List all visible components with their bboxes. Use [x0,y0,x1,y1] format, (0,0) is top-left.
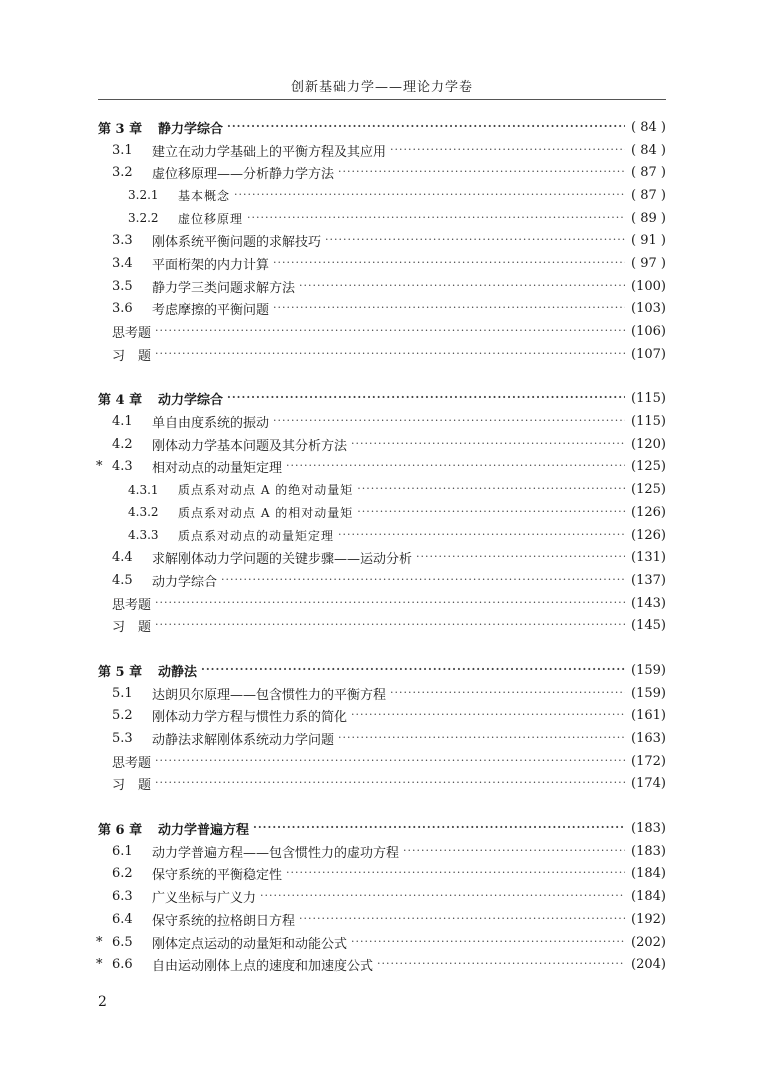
toc-number: 第 5 章 [98,664,143,680]
toc-section-row[interactable] [98,546,666,569]
dot-leader [253,821,625,834]
dot-leader [260,889,625,902]
dot-leader [351,708,625,721]
dot-leader [286,866,625,879]
dot-leader [273,256,625,269]
toc-page-number: ( 87 ) [631,187,666,203]
toc-number: 6.5 [112,934,133,950]
toc-page-number: (107) [631,346,666,362]
toc-section-row[interactable] [98,863,666,886]
toc-number: 4.3 [112,459,133,475]
toc-number: 4.3.3 [128,528,159,543]
toc-number: 4.3.1 [128,482,159,497]
toc-section-row[interactable] [98,410,666,433]
toc-title: 广义坐标与广义力 [152,891,257,907]
dot-leader [273,301,625,314]
dot-leader [234,188,625,201]
toc-section-row[interactable] [98,953,666,976]
dot-leader [155,618,625,631]
toc-misc-row[interactable] [98,750,666,773]
dot-leader [325,233,625,246]
toc-title: 刚体动力学基本问题及其分析方法 [152,438,348,454]
toc-misc-row[interactable] [98,614,666,637]
toc-title: 质点系对动点的动量矩定理 [178,528,335,543]
dot-leader [155,324,625,337]
toc-section-row[interactable] [98,433,666,456]
toc-title: 达朗贝尔原理——包含惯性力的平衡方程 [152,687,387,703]
toc-title: 动力学综合 [158,393,224,409]
toc-title: 动力学普遍方程——包含惯性力的虚功方程 [152,845,400,861]
toc-chapter-row[interactable] [98,116,666,139]
dot-leader [351,437,625,450]
dot-leader [286,459,625,472]
dot-leader [227,120,625,133]
toc-title: 质点系对动点 A 的相对动量矩 [178,505,354,520]
toc-section-row[interactable] [98,275,666,298]
toc-chapter-row[interactable] [98,817,666,840]
toc-chapter-row[interactable] [98,388,666,411]
toc-number: 3.2.1 [128,188,159,203]
toc-title: 刚体定点运动的动量矩和动能公式 [152,936,348,952]
optional-marker: * [96,459,103,475]
toc-title: 自由运动刚体上点的速度和加速度公式 [152,959,374,975]
toc-title: 考虑摩擦的平衡问题 [152,303,270,319]
toc-title: 基本概念 [178,188,231,203]
toc-title: 静力学综合 [158,121,224,137]
toc-page-number: ( 97 ) [631,255,666,271]
toc-number: 3.1 [112,142,133,158]
toc-title: 思考题 [112,597,152,613]
dot-leader [416,550,625,563]
toc-page-number: (131) [631,550,666,566]
toc-subsection-row[interactable] [98,524,666,547]
dot-leader [299,279,625,292]
toc-title: 静力学三类问题求解方法 [152,280,296,296]
toc-misc-row[interactable] [98,343,666,366]
toc-page-number: ( 91 ) [631,233,666,249]
toc-page-number: (183) [631,843,666,859]
dot-leader [155,754,625,767]
toc-page-number: (143) [631,595,666,611]
dot-leader [390,686,625,699]
toc-title: 保守系统的平衡稳定性 [152,868,283,884]
toc-title: 动静法 [158,664,198,680]
toc-number: 4.3.2 [128,505,159,520]
toc-page-number: (106) [631,324,666,340]
toc-page-number: (145) [631,618,666,634]
toc-title: 习 题 [112,348,152,364]
toc-page-number: ( 87 ) [631,165,666,181]
toc-number: 3.4 [112,255,133,271]
toc-title: 虚位移原理——分析静力学方法 [152,167,335,183]
toc-number: 第 3 章 [98,121,143,137]
toc-section-row[interactable] [98,139,666,162]
optional-marker: * [96,957,103,973]
toc-section-row[interactable] [98,161,666,184]
toc-subsection-row[interactable] [98,501,666,524]
toc-section-row[interactable] [98,252,666,275]
optional-marker: * [96,934,103,950]
toc-number: 4.5 [112,572,133,588]
toc-number: 6.3 [112,889,133,905]
toc-section-row[interactable] [98,569,666,592]
toc-page-number: ( 89 ) [631,210,666,226]
toc-page-number: (120) [631,436,666,452]
toc-page-number: ( 84 ) [631,142,666,158]
toc-page-number: (125) [631,482,666,498]
toc-number: 3.3 [112,233,133,249]
toc-page-number: (126) [631,504,666,520]
dot-leader [201,663,625,676]
toc-section-row[interactable] [98,456,666,479]
toc-title: 习 题 [112,778,152,794]
dot-leader [273,414,625,427]
toc-page-number: (174) [631,776,666,792]
toc-page-number: (100) [631,278,666,294]
toc-page-number: (192) [631,911,666,927]
dot-leader [351,935,625,948]
toc-title: 建立在动力学基础上的平衡方程及其应用 [152,144,387,160]
dot-leader [338,165,625,178]
toc-number: 6.6 [112,957,133,973]
toc-page-number: (204) [631,957,666,973]
page-number: 2 [98,994,107,1010]
toc-title: 平面桁架的内力计算 [152,257,270,273]
toc-page-number: (161) [631,708,666,724]
toc-chapter-row[interactable] [98,659,666,682]
toc-number: 6.4 [112,911,133,927]
toc-section-row[interactable] [98,840,666,863]
toc-title: 求解刚体动力学问题的关键步骤——运动分析 [152,552,413,568]
toc-number: 4.4 [112,550,133,566]
toc-section-row[interactable] [98,931,666,954]
dot-leader [221,573,625,586]
dot-leader [338,528,625,541]
toc-title: 单自由度系统的振动 [152,416,270,432]
toc-title: 质点系对动点 A 的绝对动量矩 [178,483,354,498]
toc-number: 3.5 [112,278,133,294]
toc-title: 刚体系统平衡问题的求解技巧 [152,235,322,251]
dot-leader [155,596,625,609]
toc-number: 3.2 [112,165,133,181]
dot-leader [377,957,625,970]
toc-number: 3.6 [112,301,133,317]
toc-page-number: (159) [631,662,666,678]
toc-number: 第 6 章 [98,823,143,839]
toc-page-number: (137) [631,572,666,588]
toc-number: 5.2 [112,708,133,724]
toc-page-number: (159) [631,685,666,701]
toc-title: 保守系统的拉格朗日方程 [152,913,296,929]
header-rule [98,99,666,100]
toc-number: 3.2.2 [128,211,159,226]
toc-title: 思考题 [112,755,152,771]
dot-leader [155,347,625,360]
toc-section-row[interactable] [98,229,666,252]
toc-page-number: (202) [631,934,666,950]
dot-leader [390,143,625,156]
toc-title: 刚体动力学方程与惯性力系的简化 [152,710,348,726]
toc-number: 5.1 [112,685,133,701]
toc-number: 5.3 [112,731,133,747]
toc-title: 思考题 [112,326,152,342]
toc-page-number: (184) [631,866,666,882]
toc-title: 动力学普遍方程 [158,823,250,839]
dot-leader [357,482,625,495]
toc-page-number: (125) [631,459,666,475]
table-of-contents [98,116,666,976]
dot-leader [403,844,625,857]
toc-number: 4.2 [112,436,133,452]
toc-section-row[interactable] [98,908,666,931]
toc-title: 动静法求解刚体系统动力学问题 [152,733,335,749]
toc-subsection-row[interactable] [98,207,666,230]
toc-page-number: (184) [631,889,666,905]
toc-section-row[interactable] [98,705,666,728]
toc-page-number: (126) [631,527,666,543]
toc-page-number: (163) [631,731,666,747]
toc-page-number: ( 84 ) [631,119,666,135]
toc-title: 习 题 [112,620,152,636]
toc-title: 虚位移原理 [178,211,244,226]
toc-page-number: (172) [631,753,666,769]
toc-misc-row[interactable] [98,320,666,343]
running-header: 创新基础力学——理论力学卷 [290,80,473,95]
dot-leader [227,391,625,404]
toc-number: 6.1 [112,843,133,859]
toc-misc-row[interactable] [98,773,666,796]
dot-leader [155,776,625,789]
toc-subsection-row[interactable] [98,478,666,501]
toc-subsection-row[interactable] [98,184,666,207]
toc-section-row[interactable] [98,885,666,908]
toc-page-number: (103) [631,301,666,317]
toc-title: 动力学综合 [152,574,218,590]
toc-misc-row[interactable] [98,592,666,615]
dot-leader [338,731,625,744]
toc-number: 4.1 [112,414,133,430]
toc-page-number: (115) [631,414,666,430]
toc-page-number: (183) [631,821,666,837]
toc-number: 第 4 章 [98,393,143,409]
dot-leader [357,505,625,518]
toc-section-row[interactable] [98,298,666,321]
toc-page-number: (115) [631,391,666,407]
toc-section-row[interactable] [98,682,666,705]
toc-number: 6.2 [112,866,133,882]
dot-leader [247,211,625,224]
toc-title: 相对动点的动量矩定理 [152,461,283,477]
toc-section-row[interactable] [98,727,666,750]
dot-leader [299,912,625,925]
